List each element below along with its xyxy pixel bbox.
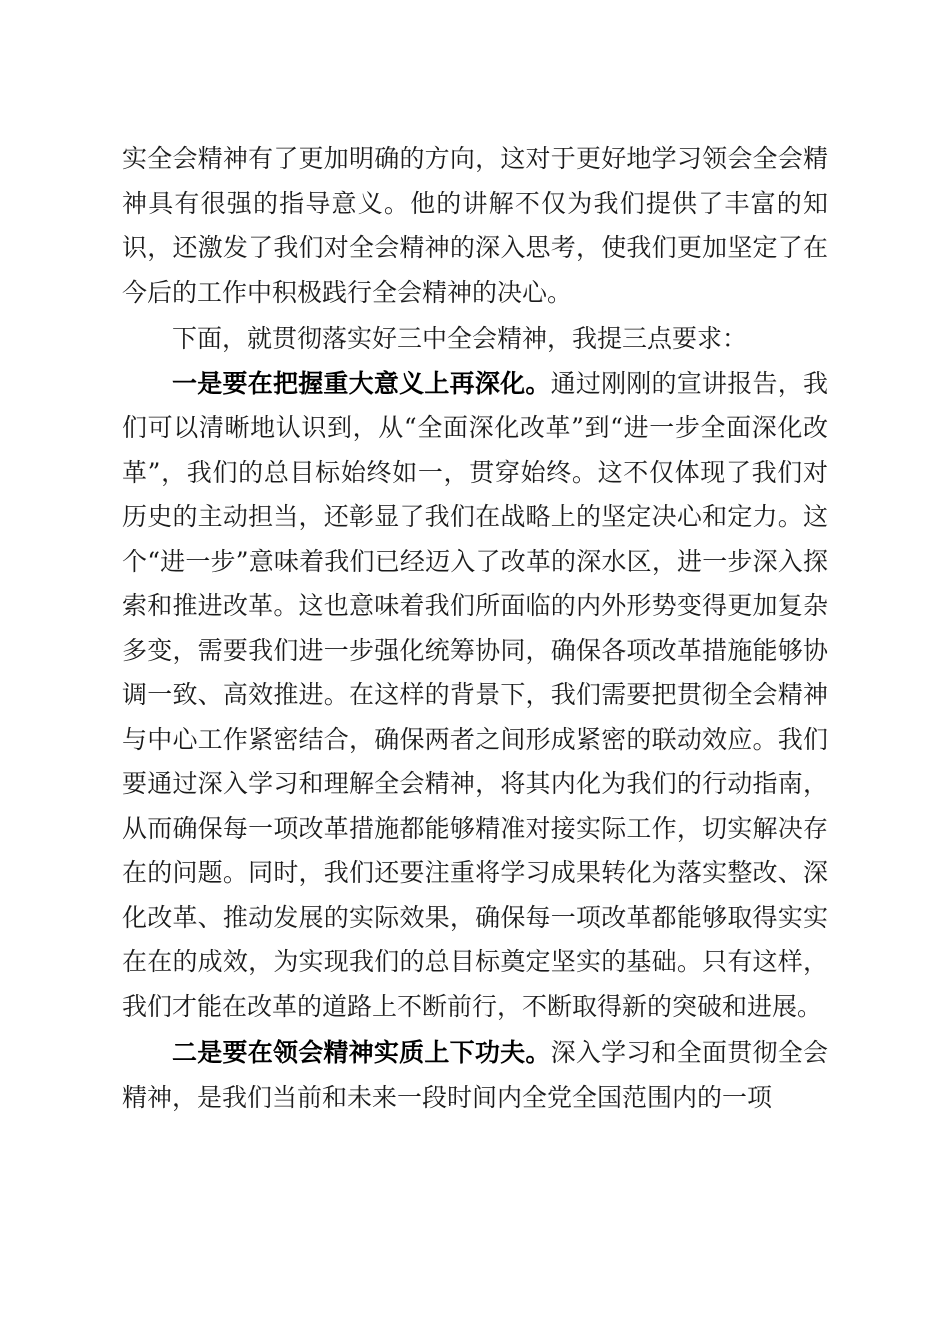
paragraph-text: 通过刚刚的宣讲报告，我们可以清晰地认识到，从“全面深化改革”到“进一步全面深化改革”，我们的总目标始终如一，贯穿始终。这不仅体现了我们对历史的主动担当，还彰显了我们在战略上的坚定决心和定力。这个“进一步”意味着我们已经迈入了改革的深水区，进一步深入探索和推进改革。这也意味着我们所面临的内外形势变得更加复杂多变，需要我们进一步强化统筹协同，确保各项改革措施能够协调一致、高效推进。在这样的背景下，我们需要把贯彻全会精神与中心工作紧密结合，确保两者之间形成紧密的联动效应。我们要通过深入学习和理解全会精神，将其内化为我们的行动指南，从而确保每一项改革措施都能够精准对接实际工作，切实解决存在的问题。同时，我们还要注重将学习成果转化为落实整改、深化改革、推动发展的实际效果，确保每一项改革都能够取得实实在在的成效，为实现我们的总目标奠定坚实的基础。只有这样，我们才能在改革的道路上不断前行，不断取得新的突破和进展。 [122,368,828,1021]
paragraph-continuation [122,137,828,315]
paragraph-requirement-one [122,362,828,1030]
paragraph-text: 实全会精神有了更加明确的方向，这对于更好地学习领会全会精神具有很强的指导意义。他的讲解不仅为我们提供了丰富的知识，还激发了我们对全会精神的深入思考，使我们更加坚定了在今后的工作中积极践行全会精神的决心。 [122,144,828,307]
paragraph-requirement-two [122,1031,828,1120]
document-body [122,137,828,1120]
paragraph-text: 深入学习和全面贯彻全会精神，是我们当前和未来一段时间内全党全国范围内的一项 [122,1038,828,1112]
paragraph-lead-heading: 二是要在领会精神实质上下功夫。 [172,1038,551,1067]
paragraph-intro [122,317,828,362]
paragraph-text: 下面，就贯彻落实好三中全会精神，我提三点要求： [172,324,748,353]
paragraph-lead-heading: 一是要在把握重大意义上再深化。 [172,368,551,398]
